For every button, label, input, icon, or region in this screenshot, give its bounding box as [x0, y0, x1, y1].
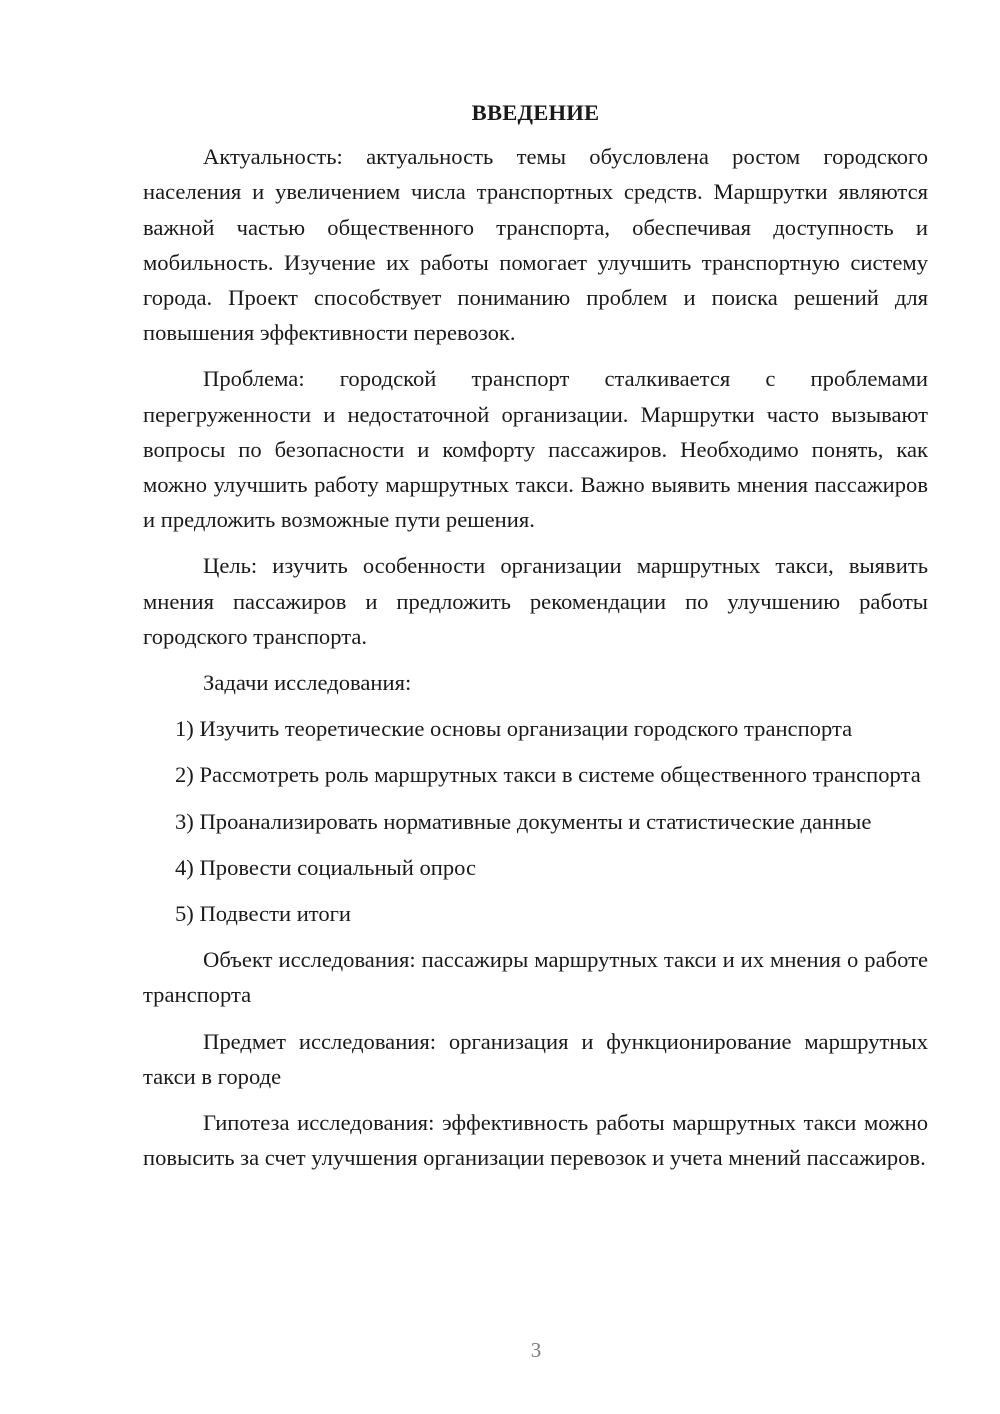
paragraph-hypothesis: Гипотеза исследования: эффективность работы маршрутных такси можно повысить за счет улучшения организации перевозок и учета мнений пассажиров.	[143, 1110, 928, 1171]
task-item-1: 1) Изучить теоретические основы организации городского транспорта	[175, 716, 853, 742]
paragraph-problem: Проблема: городской транспорт сталкивается с проблемами перегруженности и недостаточной организации. Маршрутки часто вызывают вопросы по безопасности и комфорту пассажиров. Необходимо понять, как можно улучшить работу маршрутных такси. Важно выявить мнения пассажиров и предложить возможные пути решения.	[143, 366, 928, 533]
task-item-3: 3) Проанализировать нормативные документы и статистические данные	[175, 808, 872, 834]
paragraph-relevance: Актуальность: актуальность темы обусловлена ростом городского населения и увеличением числа транспортных средств. Маршрутки являются важной частью общественного транспорта, обеспечивая доступность и мобильность. Изучение их работы помогает улучшить транспортную систему города. Проект способствует пониманию проблем и поиска решений для повышения эффективности перевозок.	[143, 144, 928, 346]
paragraph-goal: Цель: изучить особенности организации маршрутных такси, выявить мнения пассажиров и предложить рекомендации по улучшению работы городского транспорта.	[143, 553, 928, 649]
page-number: 3	[530, 1338, 542, 1362]
page-content	[143, 95, 928, 1186]
task-item-2: 2) Рассмотреть роль маршрутных такси в системе общественного транспорта	[175, 762, 921, 788]
paragraph-object: Объект исследования: пассажиры маршрутных такси и их мнения о работе транспорта	[143, 947, 928, 1008]
task-item-5: 5) Подвести итоги	[175, 901, 352, 927]
tasks-heading: Задачи исследования:	[203, 670, 412, 696]
paragraph-subject: Предмет исследования: организация и функционирование маршрутных такси в городе	[143, 1028, 928, 1089]
section-heading: ВВЕДЕНИЕ	[471, 100, 600, 125]
task-item-4: 4) Провести социальный опрос	[175, 854, 477, 880]
